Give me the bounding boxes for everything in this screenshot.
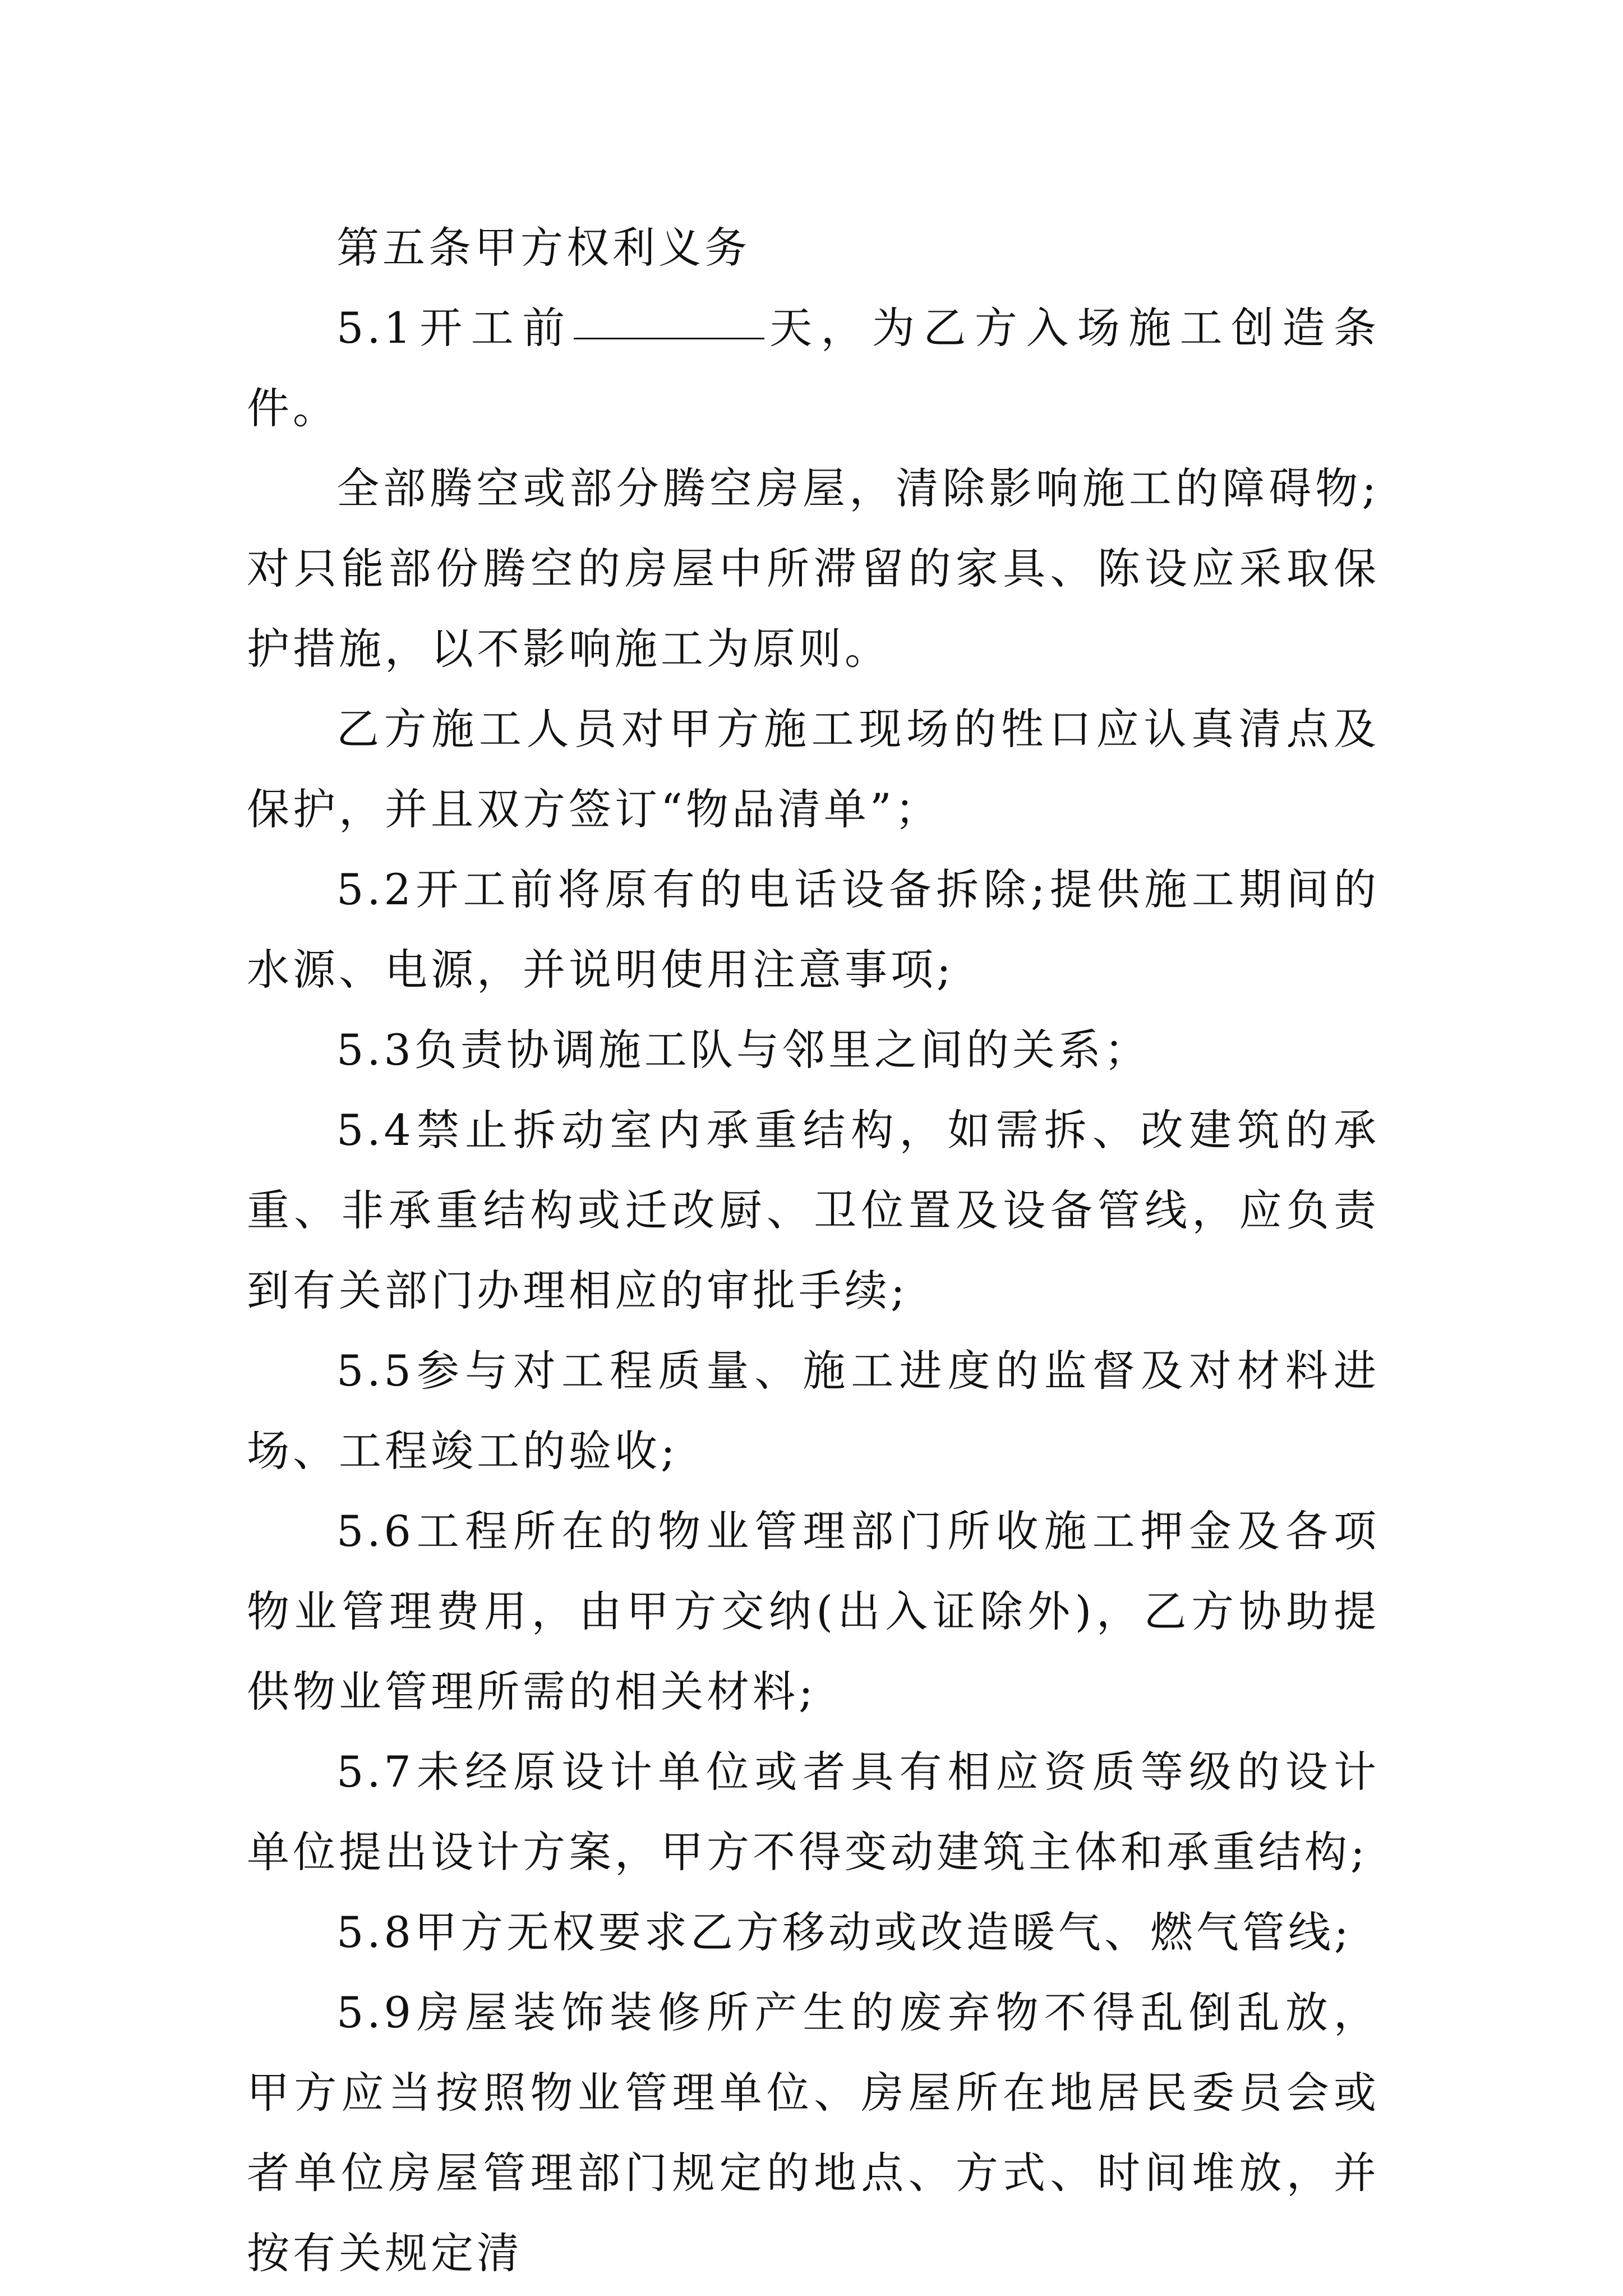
- section-heading: 第五条甲方权利义务: [336, 223, 750, 273]
- clause-5-8: 5.8甲方无权要求乙方移动或改造暖气、燃气管线;: [336, 1907, 1352, 1957]
- clause-5-1: [247, 288, 1380, 448]
- clause-5-7: 5.7未经原设计单位或者具有相应资质等级的设计单位提出设计方案，甲方不得变动建筑主体和承重结构;: [247, 1747, 1380, 1877]
- clause-5-4: 5.4禁止拆动室内承重结构，如需拆、改建筑的承重、非承重结构或迁改厨、卫位置及设备管线，应负责到有关部门办理相应的审批手续;: [247, 1105, 1380, 1315]
- document-body: [247, 208, 1380, 2293]
- clause-5-1-prefix: 5.1开工前: [336, 303, 574, 353]
- clause-5-6: 5.6工程所在的物业管理部门所收施工押金及各项物业管理费用，由甲方交纳(出入证除外)，乙方协助提供物业管理所需的相关材料;: [247, 1506, 1380, 1717]
- clause-5-9: 5.9房屋装饰装修所产生的废弃物不得乱倒乱放，甲方应当按照物业管理单位、房屋所在地居民委员会或者单位房屋管理部门规定的地点、方式、时间堆放，并按有关规定清: [247, 1987, 1380, 2278]
- clause-5-3: 5.3负责协调施工队与邻里之间的关系；: [336, 1025, 1150, 1075]
- clause-5-1-suffix: 天，为乙方入场施工创造条件。: [247, 303, 1380, 433]
- clause-staff-inventory: 乙方施工人员对甲方施工现场的牲口应认真清点及保护，并且双方签订“物品清单”；: [247, 704, 1380, 834]
- clause-clear-house: 全部腾空或部分腾空房屋，清除影响施工的障碍物;对只能部份腾空的房屋中所滞留的家具、陈设应采取保护措施，以不影响施工为原则。: [247, 463, 1380, 674]
- clause-5-5: 5.5参与对工程质量、施工进度的监督及对材料进场、工程竣工的验收;: [247, 1346, 1380, 1476]
- clause-5-2: 5.2开工前将原有的电话设备拆除;提供施工期间的水源、电源，并说明使用注意事项;: [247, 864, 1380, 995]
- fill-in-blank-days: [574, 337, 764, 339]
